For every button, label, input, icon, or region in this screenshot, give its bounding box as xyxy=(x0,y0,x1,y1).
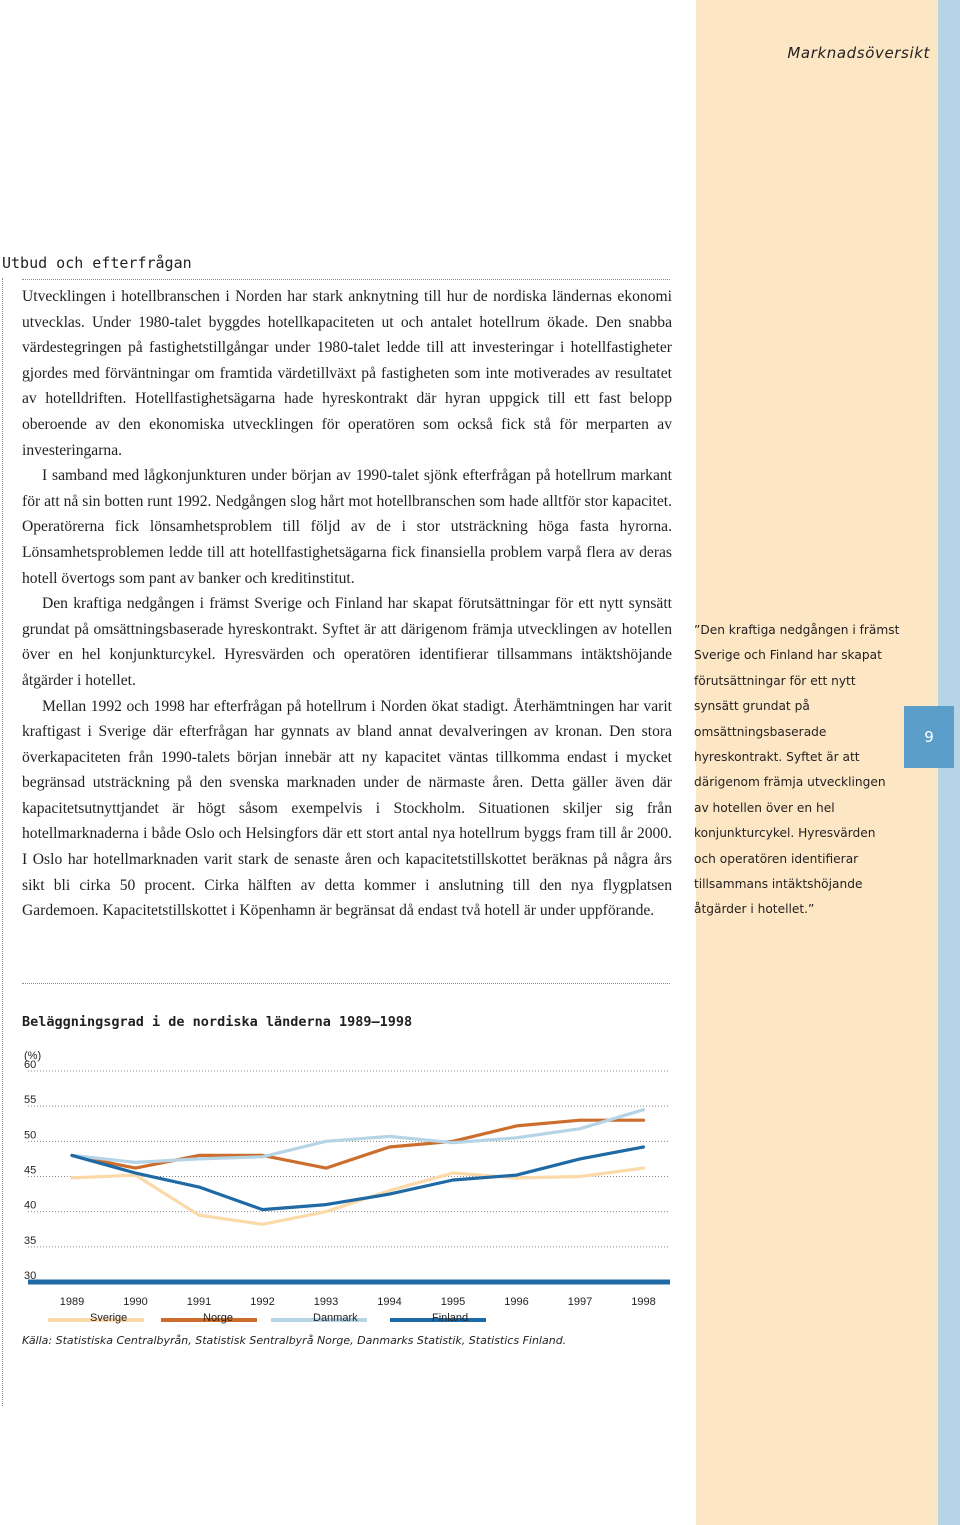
y-axis-unit-label: (%) xyxy=(24,1050,42,1062)
pull-quote: ”Den kraftiga nedgången i främst Sverige och Finland har skapat förutsättningar för ett nytt synsätt grundat på omsättningsbaserade hyreskontrakt. Syftet är att därigenom främja utvecklingen av hotellen över en hel konjunkturcykel. Hyresvärden och operatören identifierar tillsammans intäktshöjande åtgärder i hotellet.” xyxy=(694,623,900,917)
x-tick-label: 1995 xyxy=(440,1296,466,1308)
y-tick-label: 40 xyxy=(24,1199,37,1212)
series-line-finland xyxy=(72,1147,644,1210)
chart-title: Beläggningsgrad i de nordiska länderna 1989–1998 xyxy=(22,1014,413,1030)
paragraph: Mellan 1992 och 1998 har efterfrågan på hotellrum i Norden ökat stadigt. Återhämtningen har varit kraftigast i Sverige där efterfrågan har gynnats av bland annat devalveringen av kronan. Den stora överkapaciteten från 1990-talets början innebär att ny kapacitet väntas tillkomma endast i mycket begränsad utsträckning på den svenska marknaden under de närmaste åren. Detta gäller även där kapacitetsutnyttjandet är högt såsom exempelvis i Stockholm. Situationen skiljer sig från hotellmarknaderna i både Oslo och Helsingfors där ett stort antal nya hotellrum byggs fram till år 2000. I Oslo har hotellmarknaden varit stark de senaste åren och kapacitetstillskottet beräknas på några års sikt bli cirka 50 procent. Cirka hälften av detta kommer i anslutning till den nya flygplatsen Gardemoen. Kapacitetstillskottet i Köpenhamn är begränsat då endast två hotell är under uppförande. xyxy=(22,697,672,920)
paragraph: I samband med lågkonjunkturen under början av 1990-talet sjönk efterfrågan på hotellrum markant för att nå sin botten runt 1992. Nedgången slog hårt mot hotellbranschen som hade alltför stor kapacitet. Operatörerna fick lönsamhetsproblem till följd av de i stor utsträckning höga fasta hyrorna. Lönsamhetsproblemen ledde till att hotellfastighetsägarna fick finansiella problem varpå flera av deras hotell övertogs som pant av banker och kreditinstitut. xyxy=(22,467,672,587)
y-tick-label: 30 xyxy=(24,1270,37,1282)
y-tick-label: 60 xyxy=(24,1059,37,1071)
left-margin-rule xyxy=(2,278,3,1406)
x-tick-label: 1994 xyxy=(377,1296,402,1308)
article-heading: Utbud och efterfrågan xyxy=(2,254,192,272)
x-tick-label: 1998 xyxy=(631,1296,656,1308)
paragraph: Den kraftiga nedgången i främst Sverige och Finland har skapat förutsättningar för ett nytt synsätt grundat på omsättningsbaserade hyreskontrakt. Syftet är att därigenom främja utvecklingen av hotellen över en hel konjunkturcykel. Hyresvärden och operatören identifierar tillsammans intäktshöjande åtgärder i hotellet. xyxy=(22,595,672,689)
page-number-tab xyxy=(904,706,954,768)
series-line-danmark xyxy=(72,1110,644,1163)
page-number: 9 xyxy=(924,728,934,746)
paragraph: Utvecklingen i hotellbranschen i Norden har stark anknytning till hur de nordiska ländernas ekonomi utvecklas. Under 1980-talet byggdes hotellkapaciteten ut och antalet hotellrum ökade. Den snabba värdestegringen på fastighetstillgångar under 1980-talet ledde till att investeringar i hotellfastigheter gjordes med förväntningar om framtida värdetillväxt på fastigheten som inte motiverades av resultatet av hotelldriften. Hotellfastighetsägarna hade hyreskontrakt där hyran uppgick till ett fast belopp oberoende av den ekonomiska utvecklingen för operatören som också fick stå för merparten av investeringarna. xyxy=(22,288,672,459)
article-body xyxy=(22,284,672,924)
chart-source: Källa: Statistiska Centralbyrån, Statistisk Sentralbyrå Norge, Danmarks Statistik, Statistics Finland. xyxy=(22,1334,567,1347)
x-tick-label: 1989 xyxy=(59,1296,85,1308)
legend-label-sverige: Sverige xyxy=(90,1312,128,1324)
x-tick-label: 1991 xyxy=(186,1296,212,1308)
x-tick-label: 1992 xyxy=(250,1296,275,1308)
section-label: Marknadsöversikt xyxy=(787,44,930,62)
x-tick-label: 1990 xyxy=(123,1296,148,1308)
y-tick-label: 50 xyxy=(24,1129,37,1142)
series-line-norge xyxy=(72,1120,644,1168)
legend-label-finland: Finland xyxy=(432,1312,469,1324)
x-tick-label: 1997 xyxy=(567,1296,593,1308)
chart-top-divider xyxy=(22,983,670,984)
legend-label-danmark: Danmark xyxy=(313,1312,358,1324)
y-tick-label: 55 xyxy=(24,1094,37,1107)
heading-divider xyxy=(22,279,670,280)
y-tick-label: 45 xyxy=(24,1164,37,1177)
x-tick-label: 1993 xyxy=(313,1296,339,1308)
x-tick-label: 1996 xyxy=(504,1296,529,1308)
series-line-sverige xyxy=(72,1168,644,1224)
y-tick-label: 35 xyxy=(24,1234,37,1247)
legend-label-norge: Norge xyxy=(203,1312,233,1324)
